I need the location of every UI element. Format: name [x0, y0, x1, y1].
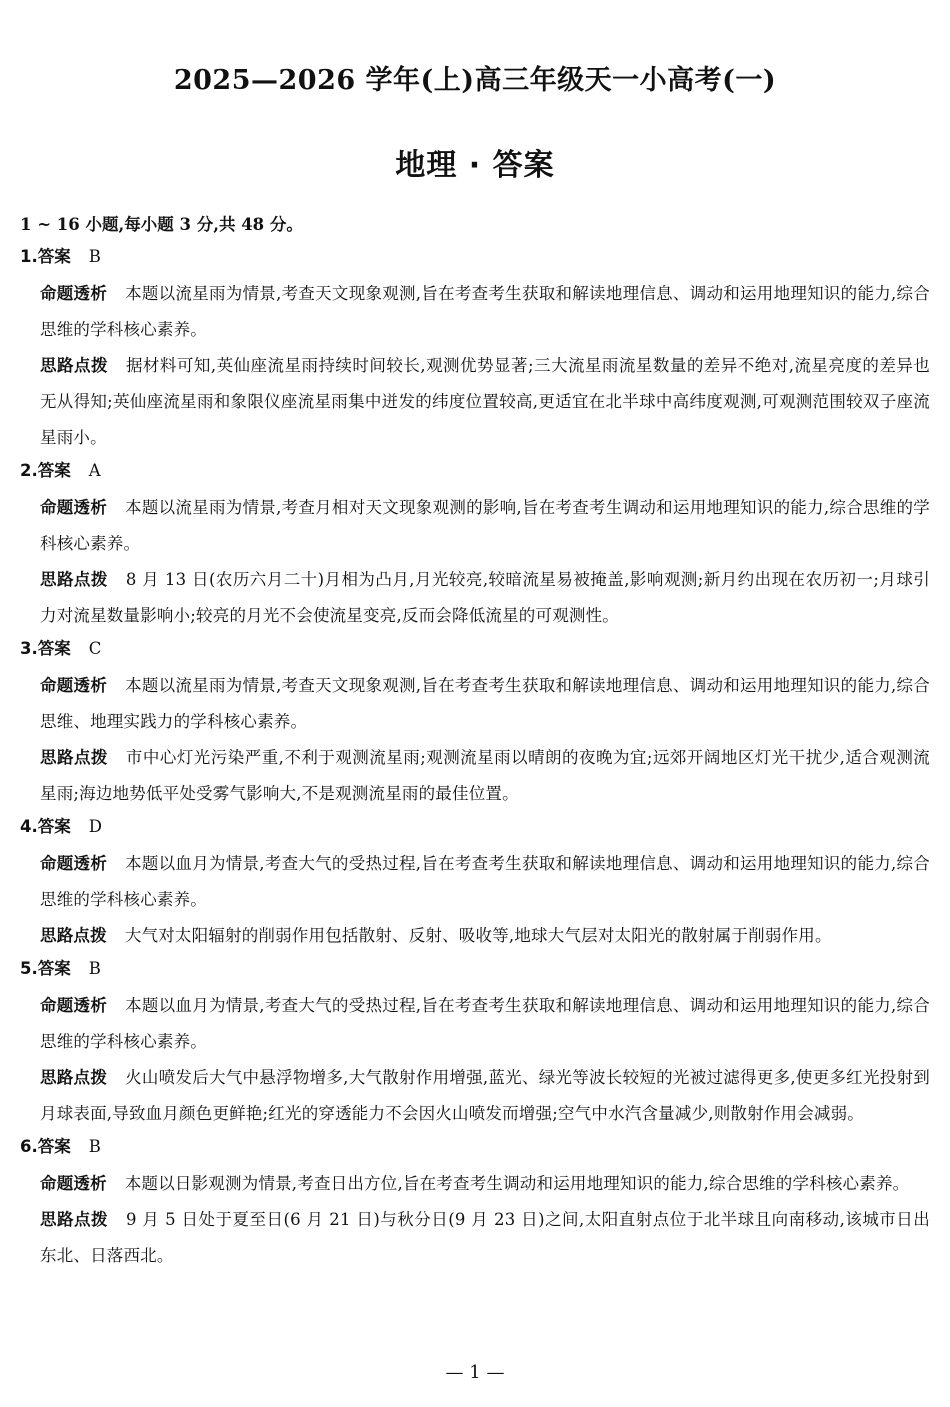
hint-text: 大气对太阳辐射的削弱作用包括散射、反射、吸收等,地球大气层对太阳光的散射属于削弱作用。 [124, 926, 832, 945]
question-block [20, 242, 930, 456]
intent-paragraph [20, 490, 930, 562]
question-header [20, 812, 930, 846]
hint-paragraph [20, 562, 930, 634]
question-block [20, 1132, 930, 1274]
question-number: 5. [20, 959, 38, 978]
answer-label: 答案 [37, 817, 71, 836]
intent-text: 本题以血月为情景,考查大气的受热过程,旨在考查考生获取和解读地理信息、调动和运用地理知识的能力,综合思维的学科核心素养。 [40, 996, 930, 1051]
answer-label: 答案 [37, 959, 71, 978]
intent-paragraph [20, 846, 930, 918]
answer-label: 答案 [37, 461, 71, 480]
question-number: 2. [20, 461, 38, 480]
intent-text: 本题以血月为情景,考查大气的受热过程,旨在考查考生获取和解读地理信息、调动和运用地理知识的能力,综合思维的学科核心素养。 [40, 854, 930, 909]
answer-label: 答案 [37, 639, 71, 658]
hint-label: 思路点拨 [40, 926, 107, 945]
hint-text: 9 月 5 日处于夏至日(6 月 21 日)与秋分日(9 月 23 日)之间,太阳直射点位于北半球且向南移动,该城市日出东北、日落西北。 [40, 1210, 930, 1265]
question-header [20, 1132, 930, 1166]
hint-text: 据材料可知,英仙座流星雨持续时间较长,观测优势显著;三大流星雨流星数量的差异不绝对,流星亮度的差异也无从得知;英仙座流星雨和象限仪座流星雨集中迸发的纬度位置较高,更适宜在北半球中高纬度观测,可观测范围较双子座流星雨小。 [40, 356, 930, 447]
question-header [20, 954, 930, 988]
hint-label: 思路点拨 [40, 1210, 108, 1229]
hint-paragraph [20, 1060, 930, 1132]
answer-value: B [88, 1137, 101, 1156]
answer-value: B [88, 959, 101, 978]
hint-paragraph [20, 740, 930, 812]
intent-paragraph [20, 988, 930, 1060]
intent-label: 命题透析 [40, 996, 108, 1015]
hint-paragraph [20, 348, 930, 456]
question-header [20, 456, 930, 490]
hint-label: 思路点拨 [40, 1068, 108, 1087]
intent-text: 本题以日影观测为情景,考查日出方位,旨在考查考生调动和运用地理知识的能力,综合思维的学科核心素养。 [124, 1174, 910, 1193]
intent-text: 本题以流星雨为情景,考查天文现象观测,旨在考查考生获取和解读地理信息、调动和运用地理知识的能力,综合思维、地理实践力的学科核心素养。 [40, 676, 930, 731]
intent-label: 命题透析 [40, 498, 108, 517]
intent-paragraph [20, 276, 930, 348]
hint-paragraph [20, 918, 930, 954]
question-number: 4. [20, 817, 38, 836]
question-number: 6. [20, 1137, 38, 1156]
intent-label: 命题透析 [40, 1174, 107, 1193]
answer-label: 答案 [37, 247, 71, 266]
answer-value: B [88, 247, 101, 266]
question-block [20, 634, 930, 812]
hint-text: 8 月 13 日(农历六月二十)月相为凸月,月光较亮,较暗流星易被掩盖,影响观测;新月约出现在农历初一;月球引力对流星数量影响小;较亮的月光不会使流星变亮,反而会降低流星的可观测性。 [40, 570, 930, 625]
hint-text: 火山喷发后大气中悬浮物增多,大气散射作用增强,蓝光、绿光等波长较短的光被过滤得更多,使更多红光投射到月球表面,导致血月颜色更鲜艳;红光的穿透能力不会因火山喷发而增强;空气中水汽含量减少,则散射作用会减弱。 [40, 1068, 930, 1123]
page-number: — 1 — [445, 1362, 505, 1383]
hint-text: 市中心灯光污染严重,不利于观测流星雨;观测流星雨以晴朗的夜晚为宜;远郊开阔地区灯光干扰少,适合观测流星雨;海边地势低平处受雾气影响大,不是观测流星雨的最佳位置。 [40, 748, 930, 803]
answer-value: D [88, 817, 102, 836]
intent-text: 本题以流星雨为情景,考查月相对天文现象观测的影响,旨在考查考生调动和运用地理知识的能力,综合思维的学科核心素养。 [40, 498, 930, 553]
intent-paragraph [20, 668, 930, 740]
hint-paragraph [20, 1202, 930, 1274]
question-number: 1. [20, 247, 38, 266]
answer-content [20, 210, 930, 1274]
document-subtitle: 地理 · 答案 [395, 148, 555, 183]
question-header [20, 634, 930, 668]
hint-label: 思路点拨 [40, 748, 108, 767]
intent-label: 命题透析 [40, 284, 108, 303]
intent-label: 命题透析 [40, 854, 108, 873]
scoring-intro: 1 ~ 16 小题,每小题 3 分,共 48 分。 [20, 215, 303, 234]
intent-paragraph [20, 1166, 930, 1202]
question-block [20, 954, 930, 1132]
hint-label: 思路点拨 [40, 570, 108, 589]
question-header [20, 242, 930, 276]
answer-value: C [88, 639, 102, 658]
answer-value: A [88, 461, 101, 480]
question-block [20, 456, 930, 634]
question-block [20, 812, 930, 954]
document-title: 2025—2026 学年(上)高三年级天一小高考(一) [173, 65, 777, 96]
question-number: 3. [20, 639, 38, 658]
answer-label: 答案 [37, 1137, 71, 1156]
intent-text: 本题以流星雨为情景,考查天文现象观测,旨在考查考生获取和解读地理信息、调动和运用地理知识的能力,综合思维的学科核心素养。 [40, 284, 930, 339]
intent-label: 命题透析 [40, 676, 108, 695]
hint-label: 思路点拨 [40, 356, 108, 375]
